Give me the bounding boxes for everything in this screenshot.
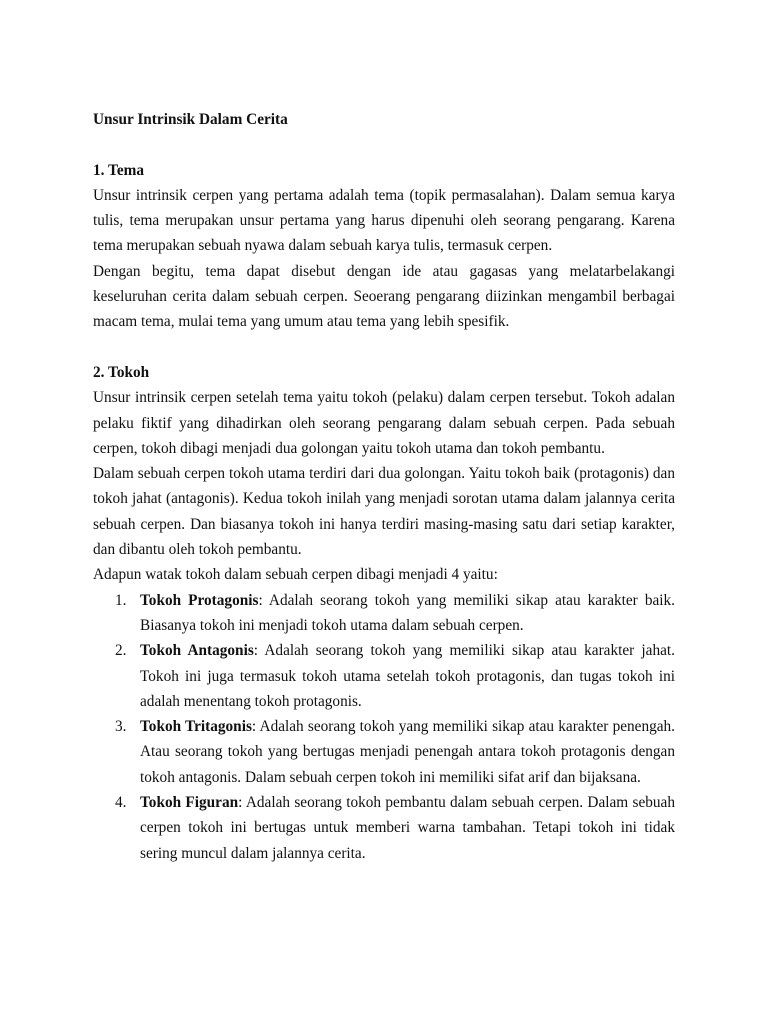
paragraph: Dalam sebuah cerpen tokoh utama terdiri dari dua golongan. Yaitu tokoh baik (protagonis) dan tokoh jahat (antagonis). Kedua tokoh inilah yang menjadi sorotan utama dalam jalannya cerita sebuah cerpen. Dan biasanya tokoh ini hanya terdiri masing-masing satu dari setiap karakter, dan dibantu oleh tokoh pembantu. (93, 465, 675, 559)
section-tema (93, 158, 675, 335)
list-item-term: Tokoh Protagonis (140, 591, 259, 609)
list-item (93, 714, 675, 790)
document-title: Unsur Intrinsik Dalam Cerita (93, 111, 288, 128)
list-item-description: : Adalah seorang tokoh yang memiliki sikap atau karakter jahat. Tokoh ini juga termasuk tokoh utama setelah tokoh protagonis, dan tugas tokoh ini adalah menentang tokoh protagonis. (140, 642, 675, 710)
list-item (93, 638, 675, 714)
list-item-description: : Adalah seorang tokoh yang memiliki sikap atau karakter penengah. Atau seorang tokoh yang bertugas menjadi penengah antara tokoh protagonis dengan tokoh antagonis. Dalam sebuah cerpen tokoh ini memiliki sifat arif dan bijaksana. (140, 718, 676, 786)
section-tokoh (93, 360, 675, 866)
section-heading-tema: 1. Tema (93, 161, 144, 179)
list-item-term: Tokoh Antagonis (140, 642, 254, 660)
character-role-list (93, 588, 675, 866)
list-item (93, 588, 675, 639)
list-item-number: 2. (115, 642, 127, 660)
list-item-number: 4. (115, 794, 127, 812)
list-item-number: 1. (115, 591, 127, 609)
paragraph: Dengan begitu, tema dapat disebut dengan ide atau gagasas yang melatarbelakangi keseluruhan cerita dalam sebuah cerpen. Seoerang pengarang diizinkan mengambil berbagai macam tema, mulai tema yang umum atau tema yang lebih spesifik. (93, 262, 675, 331)
list-item-description: : Adalah seorang tokoh pembantu dalam sebuah cerpen. Dalam sebuah cerpen tokoh ini bertugas untuk memberi warna tambahan. Tetapi tokoh ini tidak sering muncul dalam jalannya cerita. (140, 794, 675, 862)
list-item (93, 790, 675, 866)
list-intro: Adapun watak tokoh dalam sebuah cerpen dibagi menjadi 4 yaitu: (93, 566, 498, 584)
list-item-description: : Adalah seorang tokoh yang memiliki sikap atau karakter baik. Biasanya tokoh ini menjadi tokoh utama dalam sebuah cerpen. (140, 591, 675, 634)
list-item-term: Tokoh Figuran (140, 794, 239, 812)
paragraph: Unsur intrinsik cerpen yang pertama adalah tema (topik permasalahan). Dalam semua karya tulis, tema merupakan unsur pertama yang harus dipenuhi oleh seorang pengarang. Karena tema merupakan sebuah nyawa dalam sebuah karya tulis, termasuk cerpen. (93, 186, 675, 255)
section-heading-tokoh: 2. Tokoh (93, 363, 150, 381)
paragraph: Unsur intrinsik cerpen setelah tema yaitu tokoh (pelaku) dalam cerpen tersebut. Tokoh adalan pelaku fiktif yang dihadirkan oleh seorang pengarang dalam sebuah cerpen. Pada sebuah cerpen, tokoh dibagi menjadi dua golongan yaitu tokoh utama dan tokoh pembantu. (93, 389, 675, 457)
document-page (93, 107, 675, 866)
list-item-term: Tokoh Tritagonis (140, 718, 252, 736)
list-item-number: 3. (115, 718, 127, 736)
